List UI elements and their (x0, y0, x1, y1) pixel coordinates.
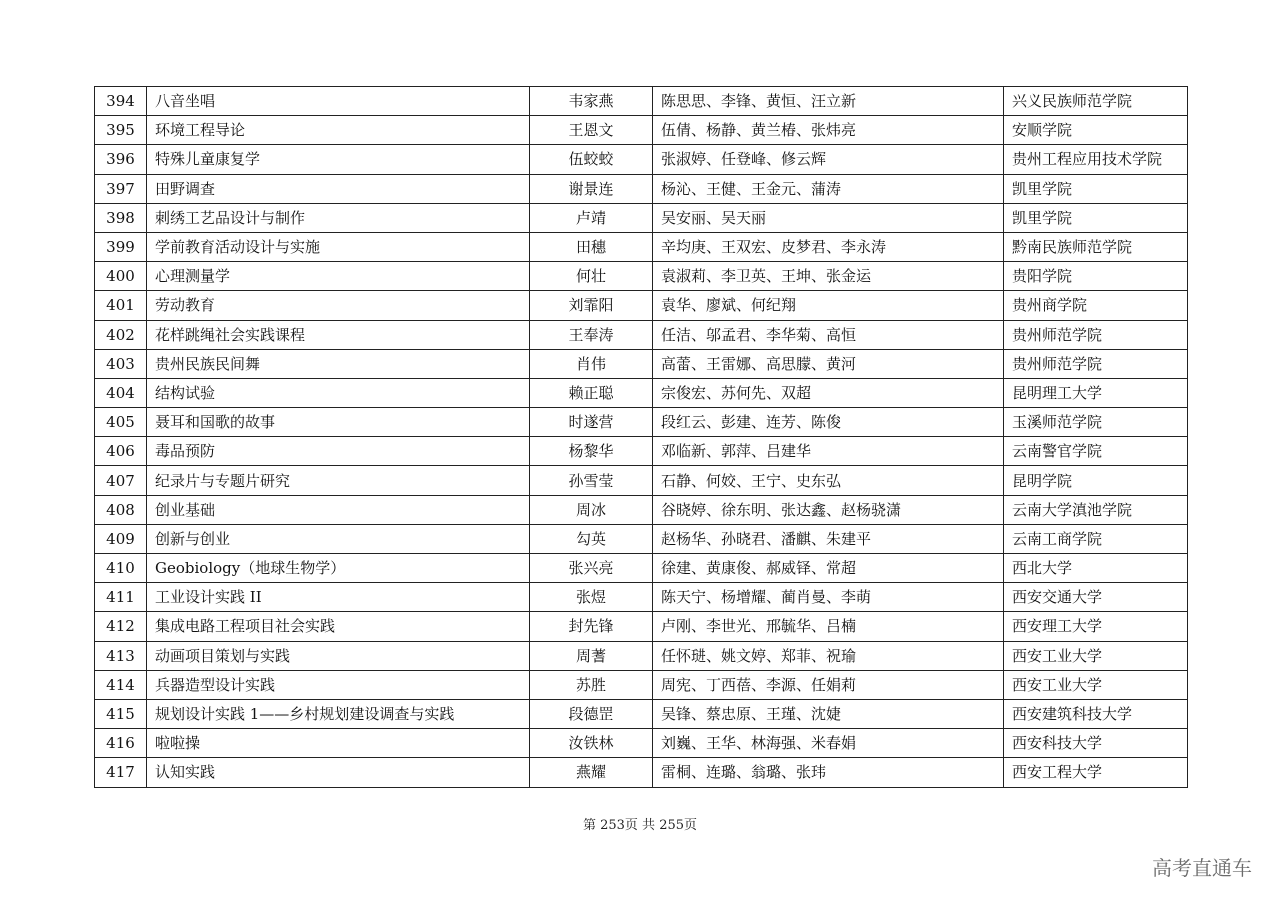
row-number: 405 (95, 408, 147, 437)
table-row (95, 320, 1188, 349)
course-name: 规划设计实践 1——乡村规划建设调查与实践 (147, 699, 530, 728)
course-leader: 勾英 (530, 524, 653, 553)
course-name: 贵州民族民间舞 (147, 349, 530, 378)
table-row (95, 203, 1188, 232)
course-leader: 杨黎华 (530, 437, 653, 466)
row-number: 410 (95, 554, 147, 583)
course-name: 集成电路工程项目社会实践 (147, 612, 530, 641)
table-row (95, 758, 1188, 787)
table-row (95, 554, 1188, 583)
school-name: 贵州工程应用技术学院 (1004, 145, 1188, 174)
team-members: 伍倩、杨静、黄兰椿、张炜亮 (653, 116, 1004, 145)
table-row (95, 349, 1188, 378)
team-members: 陈思思、李锋、黄恒、汪立新 (653, 87, 1004, 116)
team-members: 袁淑莉、李卫英、王坤、张金运 (653, 262, 1004, 291)
course-leader: 刘霏阳 (530, 291, 653, 320)
course-leader: 苏胜 (530, 670, 653, 699)
team-members: 刘巍、王华、林海强、米春娟 (653, 729, 1004, 758)
table-row (95, 583, 1188, 612)
row-number: 408 (95, 495, 147, 524)
table-row (95, 291, 1188, 320)
row-number: 401 (95, 291, 147, 320)
team-members: 高蕾、王雷娜、高思朦、黄河 (653, 349, 1004, 378)
course-leader: 卢靖 (530, 203, 653, 232)
school-name: 云南大学滇池学院 (1004, 495, 1188, 524)
team-members: 石静、何姣、王宁、史东弘 (653, 466, 1004, 495)
team-members: 吴安丽、吴天丽 (653, 203, 1004, 232)
table-row (95, 145, 1188, 174)
school-name: 西安工业大学 (1004, 670, 1188, 699)
row-number: 406 (95, 437, 147, 466)
course-leader: 赖正聪 (530, 378, 653, 407)
row-number: 403 (95, 349, 147, 378)
table-row (95, 524, 1188, 553)
school-name: 西安理工大学 (1004, 612, 1188, 641)
course-leader: 张煜 (530, 583, 653, 612)
course-name: 学前教育活动设计与实施 (147, 232, 530, 261)
school-name: 贵州商学院 (1004, 291, 1188, 320)
row-number: 404 (95, 378, 147, 407)
course-leader: 谢景连 (530, 174, 653, 203)
table-row (95, 378, 1188, 407)
team-members: 杨沁、王健、王金元、蒲涛 (653, 174, 1004, 203)
row-number: 416 (95, 729, 147, 758)
team-members: 袁华、廖斌、何纪翔 (653, 291, 1004, 320)
team-members: 邓临新、郭萍、吕建华 (653, 437, 1004, 466)
table-row (95, 495, 1188, 524)
course-name: 创新与创业 (147, 524, 530, 553)
course-leader: 封先锋 (530, 612, 653, 641)
school-name: 西安建筑科技大学 (1004, 699, 1188, 728)
team-members: 吴锋、蔡忠原、王瑾、沈婕 (653, 699, 1004, 728)
table-row (95, 262, 1188, 291)
team-members: 辛均庚、王双宏、皮梦君、李永涛 (653, 232, 1004, 261)
school-name: 西安工业大学 (1004, 641, 1188, 670)
course-name: Geobiology（地球生物学） (147, 554, 530, 583)
watermark-text: 高考直通车 (1152, 856, 1252, 880)
school-name: 云南警官学院 (1004, 437, 1188, 466)
course-leader: 汝铁林 (530, 729, 653, 758)
course-leader: 孙雪莹 (530, 466, 653, 495)
team-members: 段红云、彭建、连芳、陈俊 (653, 408, 1004, 437)
school-name: 西北大学 (1004, 554, 1188, 583)
row-number: 407 (95, 466, 147, 495)
course-leader: 田穗 (530, 232, 653, 261)
team-members: 卢刚、李世光、邢毓华、吕楠 (653, 612, 1004, 641)
page-number-footer: 第 253页 共 255页 (582, 818, 698, 833)
team-members: 赵杨华、孙晓君、潘麒、朱建平 (653, 524, 1004, 553)
team-members: 雷桐、连璐、翁璐、张玮 (653, 758, 1004, 787)
course-leader: 周蓍 (530, 641, 653, 670)
table-row (95, 87, 1188, 116)
row-number: 412 (95, 612, 147, 641)
row-number: 413 (95, 641, 147, 670)
team-members: 任怀琎、姚文婷、郑菲、祝瑜 (653, 641, 1004, 670)
course-name: 刺绣工艺品设计与制作 (147, 203, 530, 232)
table-row (95, 612, 1188, 641)
course-name: 田野调查 (147, 174, 530, 203)
row-number: 398 (95, 203, 147, 232)
course-name: 环境工程导论 (147, 116, 530, 145)
school-name: 昆明学院 (1004, 466, 1188, 495)
course-leader: 韦家燕 (530, 87, 653, 116)
school-name: 云南工商学院 (1004, 524, 1188, 553)
table-row (95, 699, 1188, 728)
course-leader: 何壮 (530, 262, 653, 291)
row-number: 394 (95, 87, 147, 116)
course-name: 八音坐唱 (147, 87, 530, 116)
table-row (95, 408, 1188, 437)
school-name: 贵州师范学院 (1004, 320, 1188, 349)
row-number: 402 (95, 320, 147, 349)
school-name: 西安工程大学 (1004, 758, 1188, 787)
course-name: 花样跳绳社会实践课程 (147, 320, 530, 349)
course-name: 动画项目策划与实践 (147, 641, 530, 670)
table-row (95, 437, 1188, 466)
course-leader: 时遂营 (530, 408, 653, 437)
table-row (95, 729, 1188, 758)
table-row (95, 174, 1188, 203)
school-name: 凯里学院 (1004, 203, 1188, 232)
course-name: 工业设计实践 II (147, 583, 530, 612)
team-members: 陈天宁、杨增耀、蔺肖曼、李萌 (653, 583, 1004, 612)
row-number: 395 (95, 116, 147, 145)
school-name: 贵阳学院 (1004, 262, 1188, 291)
team-members: 张淑婷、任登峰、修云辉 (653, 145, 1004, 174)
table-row (95, 670, 1188, 699)
course-leader: 肖伟 (530, 349, 653, 378)
row-number: 399 (95, 232, 147, 261)
row-number: 409 (95, 524, 147, 553)
course-name: 纪录片与专题片研究 (147, 466, 530, 495)
school-name: 西安交通大学 (1004, 583, 1188, 612)
row-number: 417 (95, 758, 147, 787)
school-name: 安顺学院 (1004, 116, 1188, 145)
course-name: 心理测量学 (147, 262, 530, 291)
school-name: 玉溪师范学院 (1004, 408, 1188, 437)
course-name: 啦啦操 (147, 729, 530, 758)
team-members: 任洁、邬孟君、李华菊、高恒 (653, 320, 1004, 349)
course-leader: 张兴亮 (530, 554, 653, 583)
course-name: 聂耳和国歌的故事 (147, 408, 530, 437)
table-row (95, 116, 1188, 145)
table-row (95, 466, 1188, 495)
row-number: 400 (95, 262, 147, 291)
course-name: 认知实践 (147, 758, 530, 787)
course-name: 兵器造型设计实践 (147, 670, 530, 699)
course-name: 劳动教育 (147, 291, 530, 320)
course-name: 特殊儿童康复学 (147, 145, 530, 174)
row-number: 396 (95, 145, 147, 174)
table-row (95, 232, 1188, 261)
school-name: 贵州师范学院 (1004, 349, 1188, 378)
school-name: 昆明理工大学 (1004, 378, 1188, 407)
school-name: 兴义民族师范学院 (1004, 87, 1188, 116)
row-number: 397 (95, 174, 147, 203)
team-members: 徐建、黄康俊、郝威铎、常超 (653, 554, 1004, 583)
course-table (94, 86, 1188, 788)
row-number: 411 (95, 583, 147, 612)
course-leader: 周冰 (530, 495, 653, 524)
table-row (95, 641, 1188, 670)
course-leader: 燕耀 (530, 758, 653, 787)
table-body (95, 87, 1188, 788)
team-members: 周宪、丁西蓓、李源、任娟莉 (653, 670, 1004, 699)
course-leader: 王奉涛 (530, 320, 653, 349)
course-name: 毒品预防 (147, 437, 530, 466)
course-leader: 王恩文 (530, 116, 653, 145)
course-name: 创业基础 (147, 495, 530, 524)
row-number: 415 (95, 699, 147, 728)
school-name: 黔南民族师范学院 (1004, 232, 1188, 261)
school-name: 凯里学院 (1004, 174, 1188, 203)
team-members: 宗俊宏、苏何先、双超 (653, 378, 1004, 407)
team-members: 谷晓婷、徐东明、张达鑫、赵杨骁潇 (653, 495, 1004, 524)
course-leader: 伍蛟蛟 (530, 145, 653, 174)
school-name: 西安科技大学 (1004, 729, 1188, 758)
row-number: 414 (95, 670, 147, 699)
course-name: 结构试验 (147, 378, 530, 407)
course-leader: 段德罡 (530, 699, 653, 728)
